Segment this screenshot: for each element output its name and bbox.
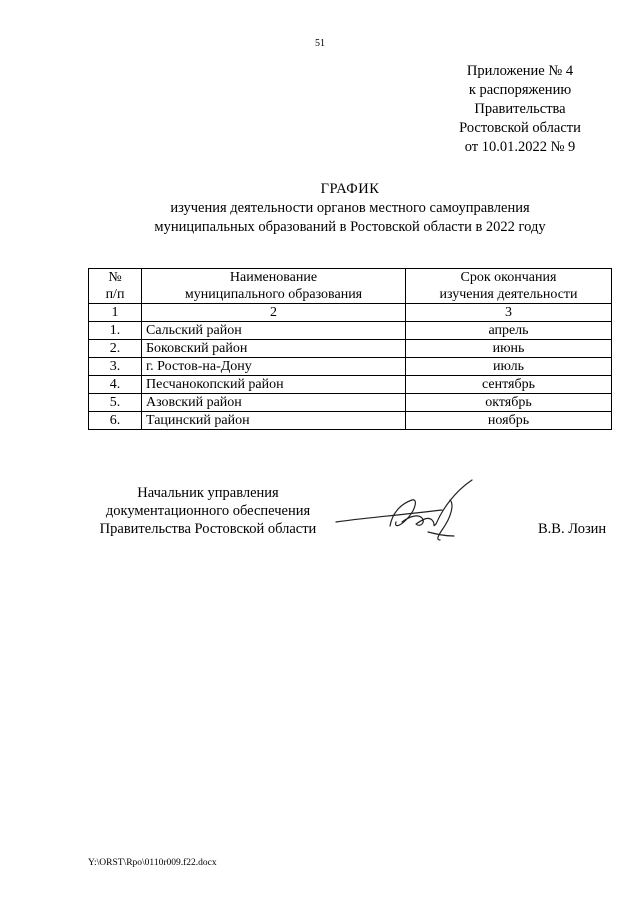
row-name: Азовский район (142, 394, 406, 412)
row-name: Песчанокопский район (142, 376, 406, 394)
header-text: Срок окончания (460, 270, 557, 285)
row-term: ноябрь (406, 412, 612, 430)
row-term: июнь (406, 340, 612, 358)
file-path-footer: Y:\ORST\Rpo\0110r009.f22.docx (88, 858, 217, 868)
page-number: 51 (315, 38, 325, 49)
appendix-line: Ростовской области (459, 120, 581, 136)
handwritten-signature (332, 470, 482, 550)
table-row (89, 412, 612, 430)
header-text: Наименование (229, 270, 318, 285)
row-num: 4. (89, 376, 142, 394)
table-row (89, 322, 612, 340)
table-row (89, 340, 612, 358)
signatory-position (88, 484, 328, 538)
table-header-row (89, 269, 612, 304)
row-name: Тацинский район (142, 412, 406, 430)
appendix-line: к распоряжению (468, 82, 572, 98)
position-line: документационного обеспечения (105, 503, 311, 519)
header-text: № (108, 270, 122, 285)
table-row (89, 376, 612, 394)
row-name: г. Ростов-на-Дону (142, 358, 406, 376)
row-num: 5. (89, 394, 142, 412)
appendix-line: от 10.01.2022 № 9 (464, 139, 576, 155)
column-number-row (89, 304, 612, 322)
header-name (142, 269, 406, 304)
header-term (406, 269, 612, 304)
signer-name: В.В. Лозин (538, 521, 607, 537)
position-line: Начальник управления (137, 485, 279, 501)
document-title (80, 180, 620, 237)
row-num: 1. (89, 322, 142, 340)
appendix-line: Приложение № 4 (466, 63, 574, 79)
table-row (89, 358, 612, 376)
column-number: 1 (89, 304, 142, 322)
row-term: сентябрь (406, 376, 612, 394)
title-subtitle-line: муниципальных образований в Ростовской области в 2022 году (154, 219, 546, 235)
schedule-table (88, 268, 612, 430)
row-term: апрель (406, 322, 612, 340)
table-row (89, 394, 612, 412)
header-num (89, 269, 142, 304)
row-name: Сальский район (142, 322, 406, 340)
row-term: июль (406, 358, 612, 376)
title-main: ГРАФИК (320, 181, 380, 197)
row-name: Боковский район (142, 340, 406, 358)
row-num: 6. (89, 412, 142, 430)
title-subtitle-line: изучения деятельности органов местного самоуправления (170, 200, 530, 216)
position-line: Правительства Ростовской области (99, 521, 317, 537)
header-text: п/п (105, 287, 125, 302)
appendix-header (430, 62, 610, 157)
row-term: октябрь (406, 394, 612, 412)
column-number: 3 (406, 304, 612, 322)
appendix-line: Правительства (474, 101, 566, 117)
column-number: 2 (142, 304, 406, 322)
header-text: изучения деятельности (439, 287, 578, 302)
row-num: 2. (89, 340, 142, 358)
header-text: муниципального образования (184, 287, 363, 302)
row-num: 3. (89, 358, 142, 376)
